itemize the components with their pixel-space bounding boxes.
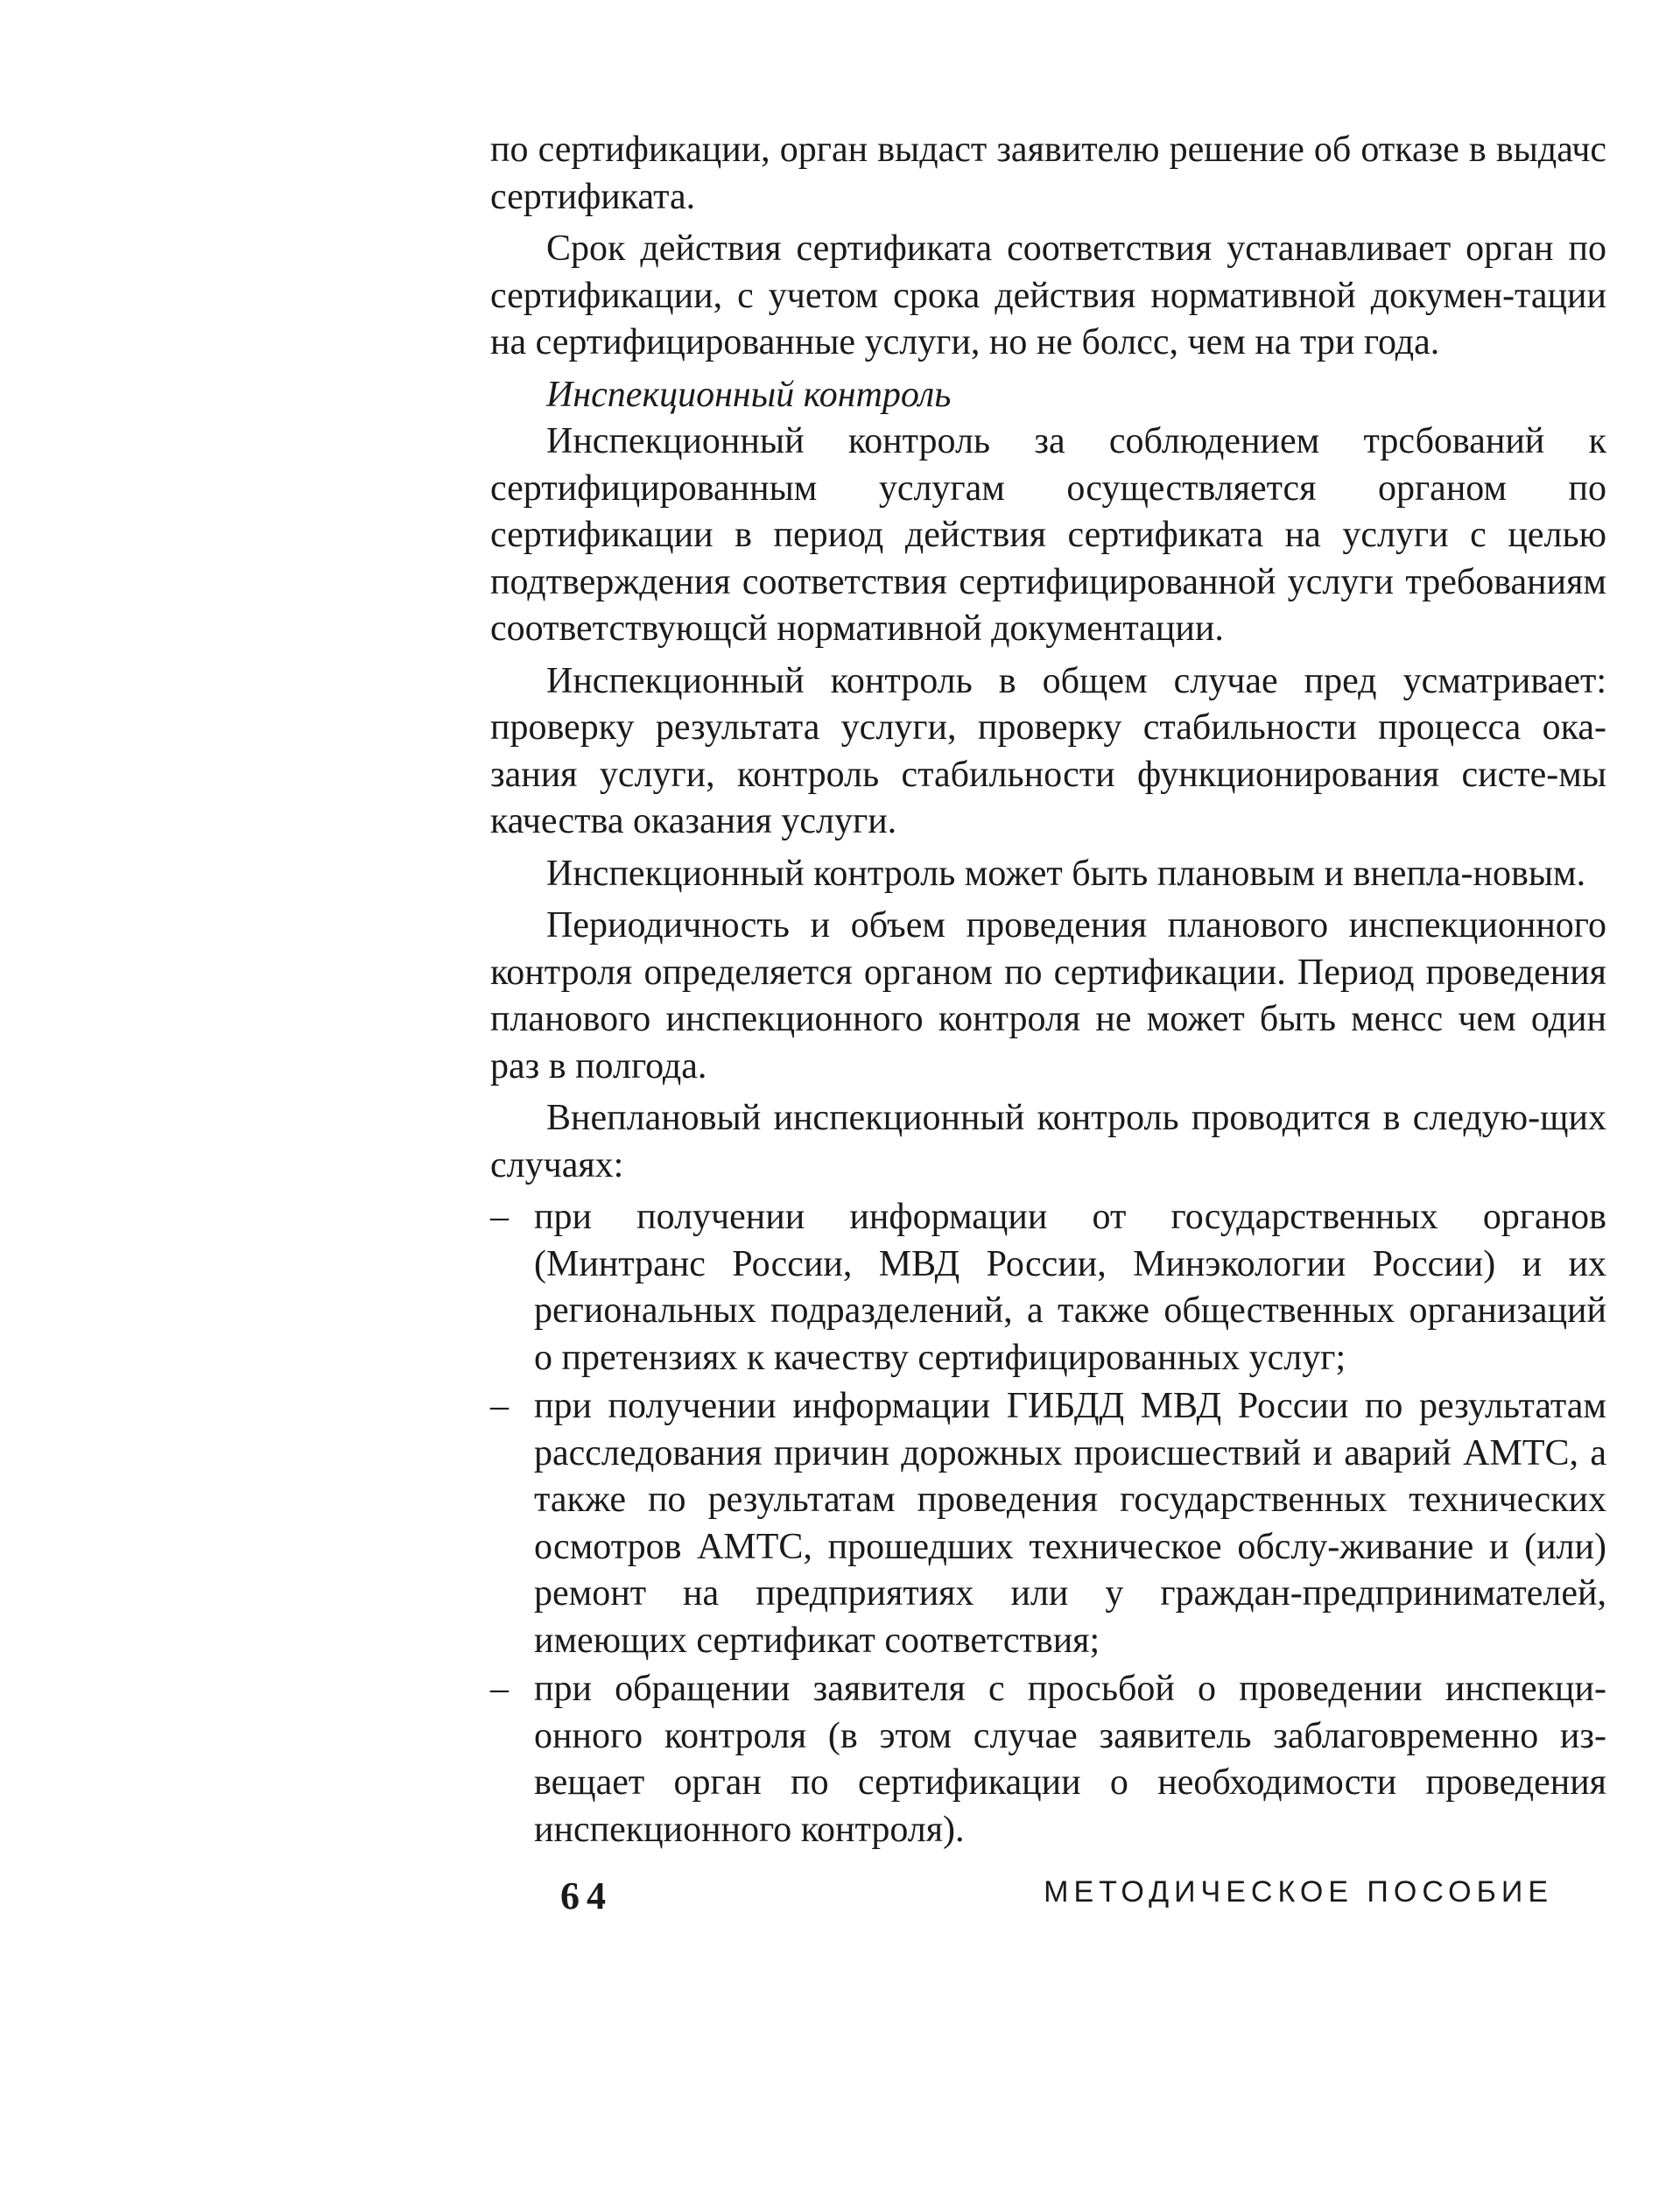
- list-item: [490, 1383, 1606, 1664]
- list-item-text: при получении информации ГИБДД МВД России по результатам расследования причин дорожных происшествий и аварий АМТС, а также по результатам проведения государственных технических осмотров АМТС, прошедших техническое обслу-живание и (или) ремонт на предприятиях или у граждан-предпринимателей, имеющих сертификат соответствия;: [534, 1386, 1606, 1661]
- list-item-text: при обращении заявителя с просьбой о проведении инспекци-онного контроля (в этом случае заявитель заблаговременно из-вещает орган по сертификации о необходимости проведения инспекционного контроля).: [534, 1669, 1606, 1850]
- unplanned-cases-list: [490, 1194, 1606, 1853]
- list-dash: –: [490, 1386, 509, 1426]
- list-item-text: при получении информации от государственных органов (Минтранс России, МВД России, Минэкологии России) и их региональных подразделений, а также общественных организаций о претензиях к качеству сертифицированных услуг;: [534, 1197, 1606, 1378]
- paragraph-unplanned-intro: Внеплановый инспекционный контроль проводится в следую-щих случаях:: [490, 1098, 1606, 1185]
- paragraph-inspection-purpose: Инспекционный контроль за соблюдением трсбований к сертифицированным услугам осуществляется органом по сертификации в период действия сертификата на услуги с целью подтверждения соответствия сертифицированной услуги требованиям соответствующсй нормативной документации.: [490, 421, 1606, 649]
- list-dash: –: [490, 1669, 509, 1709]
- paragraph-continuation: по сертификации, орган выдаст заявителю решение об отказе в выдачс сертификата.: [490, 130, 1606, 217]
- running-footer-title: МЕТОДИЧЕСКОЕ ПОСОБИЕ: [1044, 1875, 1553, 1909]
- paragraph-certificate-validity: Срок действия сертификата соответствия устанавливает орган по сертификации, с учетом срока действия нормативной докумен-тации на сертифицированные услуги, но не болсс, чем на три года.: [490, 229, 1606, 362]
- paragraph-periodicity: Периодичность и объем проведения планового инспекционного контроля определяется органом по сертификации. Период проведения планового инспекционного контроля не может быть менсс чем один раз в полгода.: [490, 905, 1606, 1086]
- section-heading: Инспекционный контроль: [546, 374, 952, 415]
- page-number: 64: [560, 1874, 613, 1917]
- list-dash: –: [490, 1197, 509, 1237]
- list-item: [490, 1666, 1606, 1853]
- paragraph-inspection-types: Инспекционный контроль может быть плановым и внепла-новым.: [546, 853, 1586, 894]
- page-body: [490, 127, 1606, 1855]
- list-item: [490, 1194, 1606, 1382]
- paragraph-inspection-scope: Инспекционный контроль в общем случае пред усматривает: проверку результата услуги, проверку стабильности процесса ока-зания услуги, контроль стабильности функционирования систе-мы качества оказания услуги.: [490, 660, 1606, 841]
